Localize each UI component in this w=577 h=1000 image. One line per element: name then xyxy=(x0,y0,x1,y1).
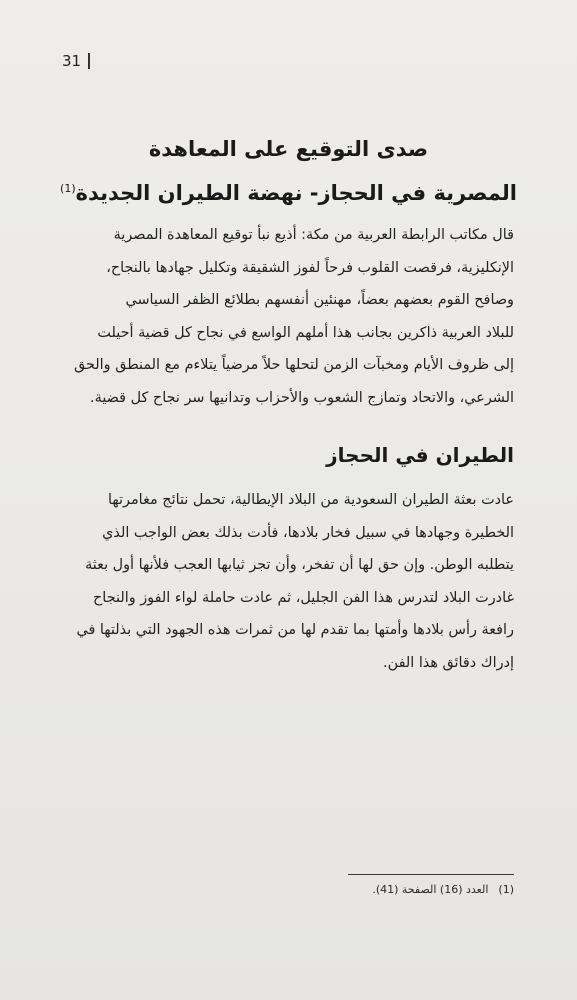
footnote-mark: (1) xyxy=(498,883,514,896)
paragraph-1-line: الشرعي، والاتحاد وتمازج الشعوب والأحزاب وتدانيها سر نجاح كل قضية. xyxy=(90,389,514,406)
paragraph-2-line: إدراك دقائق هذا الفن. xyxy=(383,654,514,671)
title-footnote-mark: (1) xyxy=(60,182,76,195)
footnote xyxy=(64,880,514,900)
page-number-block xyxy=(62,50,90,72)
section-heading: الطيران في الحجاز xyxy=(326,443,514,467)
paragraph-2 xyxy=(64,484,514,679)
paragraph-2-line: يتطلبه الوطن. وإن حق لها أن تفخر، وأن تجر ثيابها العجب فلأنها أول بعثة xyxy=(85,557,514,573)
page-number: 31 xyxy=(62,52,82,70)
article-title-line-2 xyxy=(0,174,577,208)
page-number-divider xyxy=(88,53,90,69)
article-title-line-2-text: المصرية في الحجاز- نهضة الطيران الجديدة xyxy=(75,181,517,205)
footnote-text: العدد (16) الصفحة (41). xyxy=(372,883,489,896)
paragraph-1-line: وصافح القوم بعضهم بعضاً، مهنئين أنفسهم بطلائع الظفر السياسي xyxy=(125,292,514,308)
paragraph-2-line: غادرت البلاد لتدرس هذا الفن الجليل، ثم عادت حاملة لواء الفوز والنجاح xyxy=(93,589,514,606)
footnote-divider xyxy=(348,874,514,875)
paragraph-1-line: قال مكاتب الرابطة العربية من مكة: أذيع نبأ توقيع المعاهدة المصرية xyxy=(113,227,514,243)
paragraph-2-line: الخطيرة وجهادها في سبيل فخار بلادها، فأدت بذلك بعض الواجب الذي xyxy=(102,524,514,541)
paragraph-1 xyxy=(64,219,514,414)
article-title-line-1: صدى التوقيع على المعاهدة xyxy=(148,137,429,161)
paragraph-1-line: الإنكليزية، فرقصت القلوب فرحاً لفوز الشقيقة وتكليل جهادها بالنجاح، xyxy=(106,259,514,276)
paragraph-1-line: إلى ظروف الأيام ومخبآت الزمن لتحلها حلاً مرضياً يتلاءم مع المنطق والحق xyxy=(74,357,514,373)
paragraph-1-line: للبلاد العربية ذاكرين بجانب هذا أملهم الواسع في نجاح كل قضية أحيلت xyxy=(97,324,514,341)
paragraph-2-line: عادت بعثة الطيران السعودية من البلاد الإيطالية، تحمل نتائج مغامرتها xyxy=(108,492,514,508)
paragraph-2-line: رافعة رأس بلادها وأمتها بما تقدم لها من ثمرات هذه الجهود التي بذلتها في xyxy=(76,622,514,638)
